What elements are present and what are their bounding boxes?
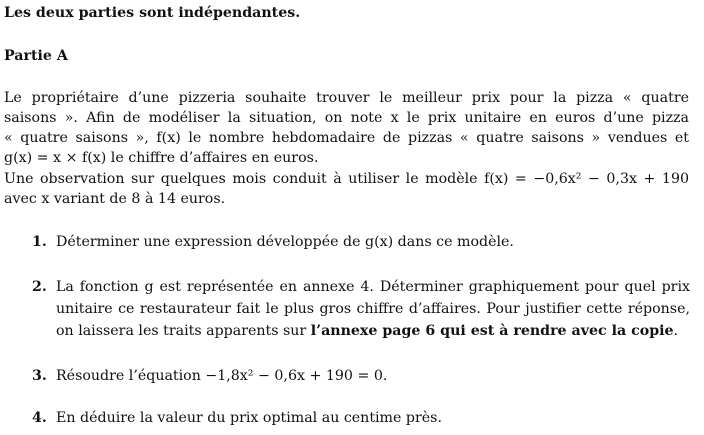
intro-line-2: saisons ». Afin de modéliser la situation, on note x le prix unitaire en euros d’une pizza [4, 110, 689, 126]
question-body [56, 365, 690, 387]
question-line-text: on laissera les traits apparents sur [56, 323, 311, 339]
question-line: La fonction g est représentée en annexe 4. Déterminer graphiquement pour quel prix [56, 279, 690, 295]
question-line: Résoudre l’équation −1,8x² − 0,6x + 190 = 0. [56, 368, 388, 384]
question-number: 1. [32, 234, 47, 250]
independent-note: Les deux parties sont indépendantes. [4, 5, 301, 21]
intro-line-1: Le propriétaire d’une pizzeria souhaite trouver le meilleur prix pour la pizza « quatre [4, 90, 689, 106]
part-a-title: Partie A [4, 48, 68, 64]
question-line-end: . [673, 323, 679, 339]
annex-reference: l’annexe page 6 qui est à rendre avec la copie [310, 323, 674, 339]
question-line: unitaire ce restaurateur fait le plus gros chiffre d’affaires. Pour justifier cette réponse, [56, 301, 690, 317]
question-line: Déterminer une expression développée de g(x) dans ce modèle. [56, 234, 514, 250]
intro-line-4: g(x) = x × f(x) le chiffre d’affaires en euros. [4, 150, 319, 166]
question-line-last [56, 320, 690, 342]
question-body [56, 231, 690, 253]
intro-line-6: avec x variant de 8 à 14 euros. [4, 191, 226, 207]
question-line: En déduire la valeur du prix optimal au centime près. [56, 410, 442, 426]
question-number: 4. [32, 410, 47, 426]
question-number: 2. [32, 279, 47, 295]
intro-line-5: Une observation sur quelques mois conduit à utiliser le modèle f(x) = −0,6x² − 0,3x + 190 [4, 171, 689, 187]
question-body [56, 407, 690, 429]
question-body [56, 276, 690, 342]
question-number: 3. [32, 368, 47, 384]
intro-line-3: « quatre saisons », f(x) le nombre hebdomadaire de pizzas « quatre saisons » vendues et [4, 130, 689, 146]
